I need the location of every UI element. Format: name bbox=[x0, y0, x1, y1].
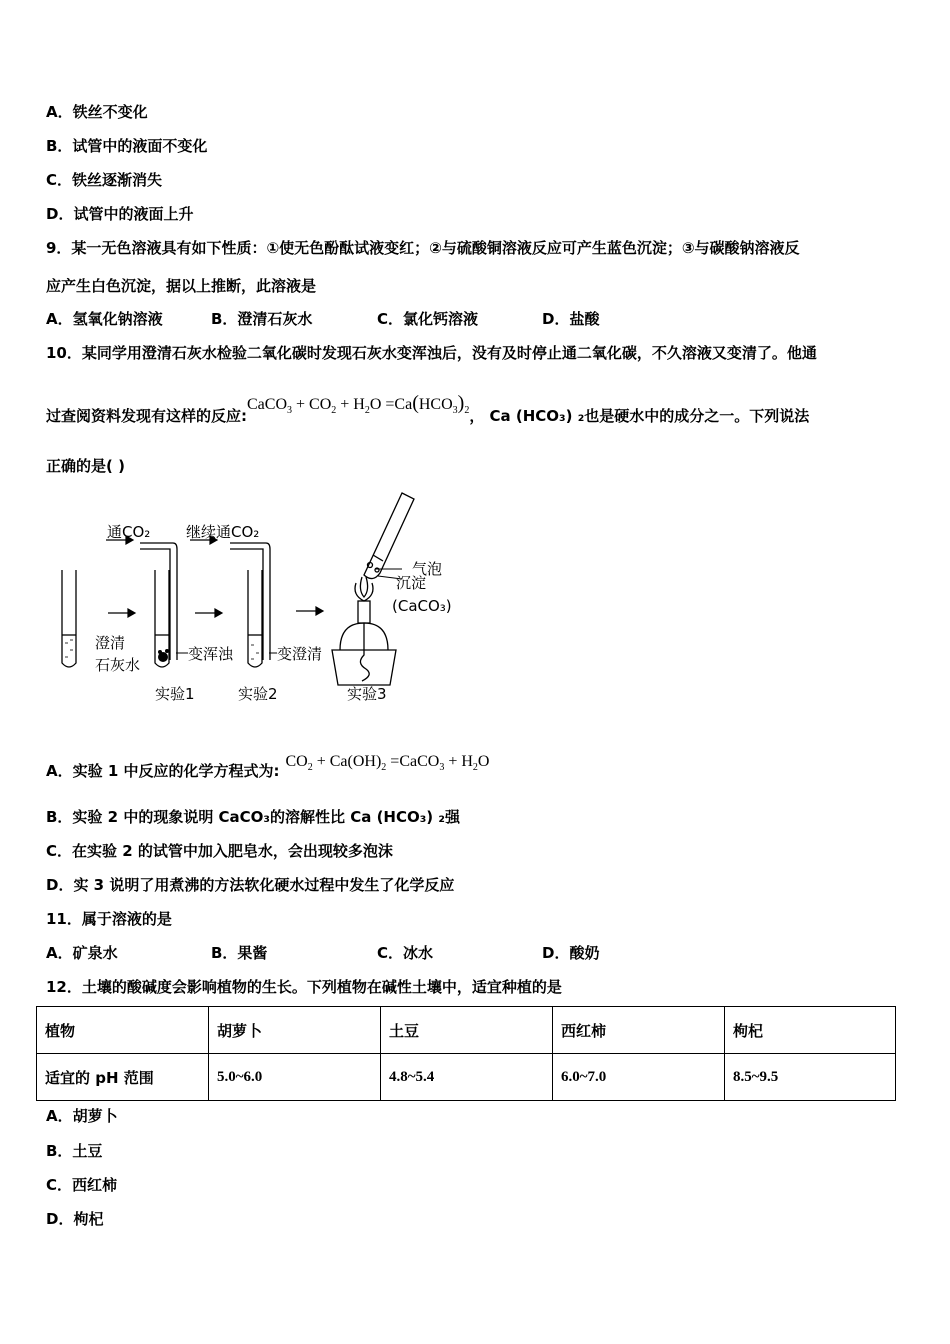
ph-table bbox=[36, 1006, 896, 1101]
q12-option-d: D．枸杞 bbox=[46, 1210, 104, 1228]
heated-test-tube bbox=[364, 493, 414, 579]
q10-stem-line1: 10．某同学用澄清石灰水检验二氧化碳时发现石灰水变浑浊后，没有及时停止通二氧化碳，不久溶液又变清了。他通 bbox=[46, 344, 817, 362]
label-precipitate: 沉淀 bbox=[396, 574, 427, 592]
label-caco3: (CaCO₃) bbox=[392, 597, 452, 615]
label-becomes-clear: 变澄清 bbox=[277, 645, 323, 663]
q9-option-c: C．氯化钙溶液 bbox=[377, 310, 479, 328]
q12-option-a: A．胡萝卜 bbox=[46, 1107, 118, 1125]
table-cell: 适宜的 pH 范围 bbox=[37, 1054, 209, 1101]
arrow-icon bbox=[190, 536, 222, 617]
q12-option-c: C．西红柿 bbox=[46, 1176, 118, 1194]
q9-option-b: B．澄清石灰水 bbox=[211, 310, 313, 328]
table-cell: 胡萝卜 bbox=[209, 1007, 381, 1054]
table-cell: 8.5~9.5 bbox=[725, 1054, 896, 1101]
table-cell: 5.0~6.0 bbox=[209, 1054, 381, 1101]
label-clear-line1: 澄清 bbox=[95, 634, 126, 652]
table-cell: 土豆 bbox=[381, 1007, 553, 1054]
q8-option-a: A．铁丝不变化 bbox=[46, 103, 148, 121]
q10-option-b: B．实验 2 中的现象说明 CaCO₃的溶解性比 Ca (HCO₃) ₂强 bbox=[46, 808, 460, 826]
label-pass-co2: 通CO₂ bbox=[107, 523, 151, 541]
label-clear-line2: 石灰水 bbox=[95, 656, 141, 674]
test-tube-exp2 bbox=[230, 543, 270, 667]
q8-option-b: B．试管中的液面不变化 bbox=[46, 137, 208, 155]
reaction-equation: CaCO$_3$ + $CO_2 + H_2O =Ca(HCO_3)_2$ bbox=[247, 392, 470, 417]
q9-stem-line1: 9．某一无色溶液具有如下性质：①使无色酚酞试液变红；②与硫酸铜溶液反应可产生蓝色沉淀；③与碳酸钠溶液反 bbox=[46, 239, 800, 257]
label-bubbles: 气泡 bbox=[412, 560, 443, 578]
q11-option-d: D．酸奶 bbox=[542, 944, 600, 962]
label-exp2: 实验2 bbox=[238, 685, 278, 703]
q10-option-c: C．在实验 2 的试管中加入肥皂水，会出现较多泡沫 bbox=[46, 842, 393, 860]
table-cell: 4.8~5.4 bbox=[381, 1054, 553, 1101]
q8-option-d: D．试管中的液面上升 bbox=[46, 205, 194, 223]
q10-option-d: D．实 3 说明了用煮沸的方法软化硬水过程中发生了化学反应 bbox=[46, 876, 455, 894]
q10-stem-line2 bbox=[46, 392, 810, 433]
table-cell: 西红柿 bbox=[553, 1007, 725, 1054]
table-cell: 6.0~7.0 bbox=[553, 1054, 725, 1101]
q8-option-c: C．铁丝逐渐消失 bbox=[46, 171, 163, 189]
label-turbid: 变浑浊 bbox=[188, 645, 234, 663]
label-exp3: 实验3 bbox=[347, 685, 387, 703]
table-cell: 枸杞 bbox=[725, 1007, 896, 1054]
q11-option-b: B．果酱 bbox=[211, 944, 268, 962]
q10-line2-prefix: 过查阅资料发现有这样的反应: bbox=[46, 407, 247, 425]
test-tube-plain bbox=[62, 570, 76, 667]
q9-option-a: A．氢氧化钠溶液 bbox=[46, 310, 163, 328]
arrow-icon bbox=[106, 536, 135, 617]
table-cell: 植物 bbox=[37, 1007, 209, 1054]
q11-option-c: C．冰水 bbox=[377, 944, 434, 962]
table-header-row bbox=[37, 1007, 896, 1054]
q11-option-a: A．矿泉水 bbox=[46, 944, 118, 962]
q11-stem: 11．属于溶液的是 bbox=[46, 910, 172, 928]
q10-option-a-prefix: A．实验 1 中反应的化学方程式为: bbox=[46, 762, 280, 780]
q10-line2-suffix: ， Ca (HCO₃) ₂也是硬水中的成分之一。下列说法 bbox=[469, 407, 810, 425]
q12-stem: 12．土壤的酸碱度会影响植物的生长。下列植物在碱性土壤中，适宜种植的是 bbox=[46, 978, 562, 996]
q12-option-b: B．土豆 bbox=[46, 1142, 103, 1160]
option-a-equation: $CO_2 + Ca(OH)_2$ =CaCO$_3$ + $H_2O$ bbox=[285, 753, 490, 774]
alcohol-burner bbox=[332, 577, 396, 685]
q9-option-d: D．盐酸 bbox=[542, 310, 600, 328]
experiment-diagram bbox=[40, 485, 480, 710]
precipitate-icon bbox=[158, 649, 169, 662]
test-tube-exp1 bbox=[140, 543, 177, 667]
q9-stem-line2: 应产生白色沉淀，据以上推断，此溶液是 bbox=[46, 277, 317, 295]
label-exp1: 实验1 bbox=[155, 685, 195, 703]
q10-stem-line3: 正确的是( ) bbox=[46, 457, 125, 475]
label-continue-co2: 继续通CO₂ bbox=[186, 523, 260, 541]
table-row bbox=[37, 1054, 896, 1101]
q10-option-a bbox=[46, 753, 490, 788]
arrow-icon bbox=[296, 607, 323, 615]
